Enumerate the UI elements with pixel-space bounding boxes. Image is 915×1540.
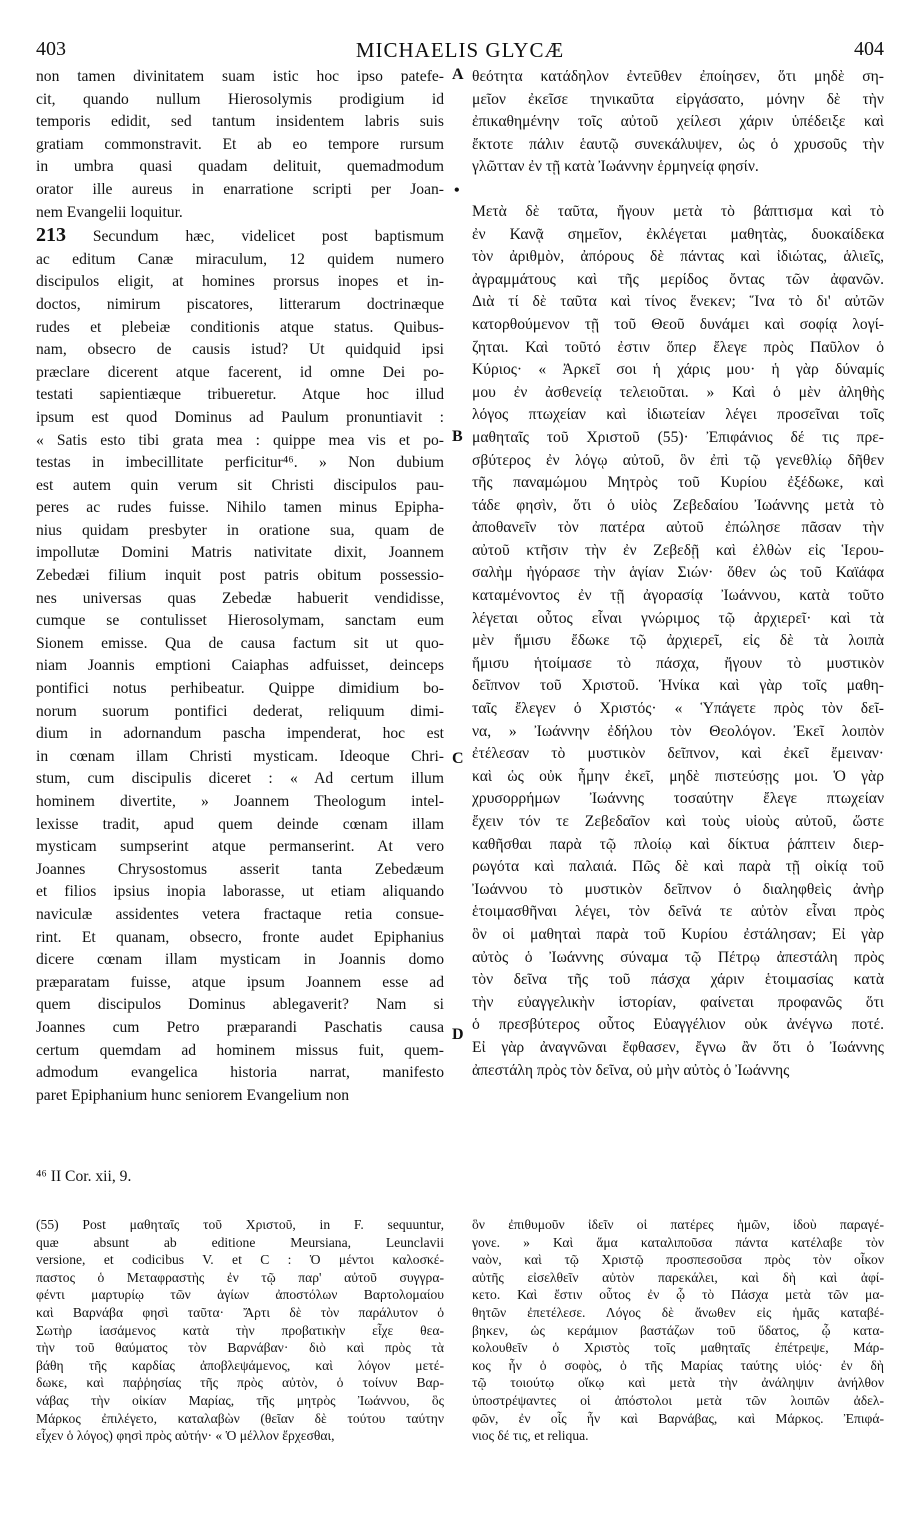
text-line: dium in adornandum pascha impenderat, hoc est <box>36 725 444 743</box>
text-line: in umbra quasi quadam delituit, quemadmodum <box>36 158 444 176</box>
note-line: ὃν ἐπιθυμοῦν ἰδεῖν οἱ πατέρες ἡμῶν, ἰδοὺ παραγέ- <box>472 1217 884 1232</box>
text-line: γλῶτταν ἐν τῇ κατὰ Ἰωάννην ἑρμηνείᾳ φησίν. <box>472 158 759 176</box>
text-line: ἐτέλεσαν τὸ μυστικὸν δεῖπνον, καὶ ἐκεῖ ἔμειναν· <box>472 745 884 763</box>
running-title: MICHAELIS GLYCÆ <box>355 38 565 62</box>
text-line: temporis edidit, sed tantum insidentem labris suis <box>36 113 444 131</box>
note-line: κετο. Καὶ ἔστιν οὗτος ἐν ᾧ τὸ Πάσχα μετὰ τῶν μα- <box>472 1287 884 1303</box>
margin-marker-c: C <box>452 750 464 767</box>
text-line: præparatam fuisse, atque ipsum Joannem esse ad <box>36 973 444 991</box>
note-line: παστος ὁ Μεταφραστὴς ἐν τῷ παρ' αὐτοῦ συγγρα- <box>36 1269 444 1285</box>
latin-para2-first-line <box>36 224 444 249</box>
text-line: Διὰ τί δὲ ταῦτα καὶ τίνος ἕνεκεν; Ἵνα τὸ δι' αὐτῶν <box>472 293 884 311</box>
text-line: ἀποθανεῖν τὸν πατέρα αὐτοῦ ἐπώλησε πᾶσαν τὴν <box>472 519 884 537</box>
note-line: βάθη τῆς καρδίας ἀποβλεψάμενος, καὶ λόγον μετέ- <box>36 1357 444 1373</box>
note-line: γονε. » Καὶ ἅμα καταλιποῦσα πάντα κατέλαβε τὸν <box>472 1234 884 1250</box>
margin-marker-b: B <box>452 428 463 445</box>
text-line: est autem quin verum sit Christi discipulos pau- <box>36 476 444 494</box>
text-line: να, » Ἰωάννην ἐδήλου τὸν Θεολόγον. Ἐκεῖ λοιπὸν <box>472 722 884 740</box>
greek-column <box>472 66 884 1082</box>
text-line: ρωγότα καὶ παλαιά. Πῶς δὲ καὶ παρὰ τῇ οἰκίᾳ τοῦ <box>472 858 884 876</box>
text-line: μαθηταῖς τοῦ Χριστοῦ (55)· Ἐπιφάνιος δέ τις πρε- <box>472 428 884 446</box>
text-line: μεῖον ἐκεῖσε τηνικαῦτα εἰργάσατο, μόνην δὲ τὴν <box>472 90 884 108</box>
text-line: μὲν ἥμισυ ἔδωκε τῷ ἀρχιερεῖ, εἰς δὲ τὰ λοιπὰ <box>472 632 884 650</box>
text-line: σβύτερος ἐν λόγῳ αὐτοῦ, ὃν ἐπὶ τῷ γενεθλίῳ δῆθεν <box>472 451 884 469</box>
margin-marker-star: • <box>454 182 460 199</box>
text-line: ὁ πρεσβύτερος οὗτος Εὐαγγέλιον οὐκ ἀνέγνω ποτέ. <box>472 1016 884 1034</box>
margin-marker-d: D <box>452 1026 464 1043</box>
text-line: λέγεται οὗτος εἶναι γνώριμος τῷ ἀρχιερεῖ· καὶ τὰ <box>472 609 884 627</box>
text-line: orator ille aureus in enarratione scripti per Joan- <box>36 180 444 198</box>
note-line: τῷ τοιούτῳ οἴκῳ καὶ μετὰ τὴν ἀνάληψιν ἀνήλθον <box>472 1375 884 1391</box>
note-line: τὴν τοῦ θαύματος τὸν Βαρνάβαν· διὸ καὶ πρὸς τὰ <box>36 1340 444 1356</box>
text-line: et filios ipsius inopia laborasse, ut etiam aliquando <box>36 883 444 901</box>
text-line: nam, obsecro de causis istud? Ut quidquid ipsi <box>36 341 444 359</box>
text-line: αὐτὸς ὁ Ἰωάννης σύναμα τῷ Πέτρῳ ἀπεστάλη πρὸς <box>472 948 884 966</box>
text-line: καταμένοντος ἐν τῇ ἀγορασίᾳ Ἰωάννου, κατὰ τοῦτο <box>472 587 884 605</box>
text-line: ἐν Κανᾷ σημεῖον, ἐκλέγεται μαθητὰς, δυοκαίδεκα <box>472 225 884 243</box>
note-line: βηκεν, ὡς κεράμιον βαστάζων τοῦ ὕδατος, ᾧ κατα- <box>472 1322 884 1338</box>
text-line: cumque se contulisset Hierosolymam, sanctam eum <box>36 612 444 630</box>
note-line: φῶν, ἐν οἷς ἦν καὶ Βαρνάβας, καὶ Μάρκος. Ἐπιφά- <box>472 1410 884 1426</box>
text-line: norum suorum pontifici dederat, reliquum dimi- <box>36 702 444 720</box>
text-line: ac editum Canæ miraculum, 12 quidem numero <box>36 250 444 268</box>
note-line: δωκε, καὶ παῤῥησίας τῆς πρὸς αὐτὸν, ὁ τοίνυν Βαρ- <box>36 1375 444 1391</box>
text-line: niam Joannis emptioni Caiaphas adfuisset, deinceps <box>36 657 444 675</box>
page-number-right: 404 <box>854 38 884 60</box>
text-line: cit, quando nullum Hierosolymis prodigium id <box>36 90 444 108</box>
text-line: Joannes Chrysostomus asserit tanta Zebedæum <box>36 860 444 878</box>
footnote-reference: ⁴⁶ II Cor. xii, 9. <box>36 1168 132 1185</box>
text-line: τὴν εὐαγγελικὴν ἱστορίαν, φαίνεται προφανῶς ὅτι <box>472 993 884 1011</box>
note-line: θητῶν ἐπετέλεσε. Λόγος δὲ ἄνωθεν εἰς ἡμᾶς καταβέ- <box>472 1304 884 1320</box>
text-line: χρυσορρήμων Ἰωάννης τοσαύτην ἔλεγε πτωχείαν <box>472 790 884 808</box>
text-line: καθῆσθαι παρὰ τῷ πλοίῳ καὶ δίκτυα ῥάπτειν διερ- <box>472 835 884 853</box>
text-line: ἥμισυ ἡτοίμασε τὸ πάσχα, ἤγουν τὸ μυστικὸν <box>472 654 884 672</box>
text-line: τὸν ἀριθμὸν, ἀπόρους δὲ πάντας καὶ ἰδιώτας, ἁλιεῖς, <box>472 248 884 266</box>
text-line: peres ac rudes fuisse. Nihilo tamen minus Epipha- <box>36 499 444 517</box>
text-line: quem discipulos Dominus ablegaverit? Nam si <box>36 996 444 1014</box>
greek-paragraph-2 <box>472 201 884 1082</box>
text-line: Joannes cum Petro præparandi Paschatis causa <box>36 1018 444 1036</box>
text-line: lexisse tradit, apud quem deinde cœnam illam <box>36 815 444 833</box>
page-header <box>36 38 884 64</box>
text-line: καὶ ὡς οὐκ ἦμην ἐκεῖ, μηδὲ πιστεύσῃς μοι. Ὁ γὰρ <box>472 767 884 785</box>
note-line: εἶχεν ὁ λόγος) φησὶ πρὸς αὐτήν· « Ὁ μέλλον ἔρχεσθαι, <box>36 1428 335 1444</box>
text-line: mysticam sumpserint atque permanserint. At vero <box>36 838 444 856</box>
text-line: nem Evangelii loquitur. <box>36 203 183 221</box>
text-line: Zebedæi filium inquit post patris obitum possessio- <box>36 567 444 585</box>
text-line: ἔκτοτε πάλιν ἑαυτῷ συνεκάλυψεν, ὡς ὁ χρυσοῦς τὴν <box>472 135 884 153</box>
margin-marker-a: A <box>452 66 464 83</box>
paragraph-gap <box>472 179 884 201</box>
text-line: stum, cum discipulis diceret : « Ad certum illum <box>36 770 444 788</box>
note-line: κος ἦν ὁ σοφὸς, ὁ τῆς Μαρίας ταύτης υἱός· ἐν δὴ <box>472 1357 884 1373</box>
text-line: pontifici notus perhibeatur. Quippe dimidium bo- <box>36 680 444 698</box>
text-line: hominem divertite, » Joannem Theologum intel- <box>36 793 444 810</box>
text-line: « Satis esto tibi grata mea : quippe mea vis et po- <box>36 431 444 449</box>
text-line: λόγος πτωχείαν καὶ ἰδιωτείαν λέγει προσεῖναι τοῖς <box>472 406 884 424</box>
text-line: in cœnam illam Christi mysticam. Ideoque Chri- <box>36 747 444 765</box>
note-line: Μάρκος ἐπιλέγετο, καταλαβὼν (θεῖαν δὲ τούτου ταύτην <box>36 1410 444 1426</box>
text-line: Κύριος· « Ἀρκεῖ σοι ἡ χάρις μου· ἡ γὰρ δύναμίς <box>472 361 884 379</box>
text-line: τὸν δεῖνα τῆς τοῦ πάσχα χάριν ἑτοιμασίας κατὰ <box>472 971 884 989</box>
note-line: κολουθεῖν ὁ Χριστὸς τοῖς μαθηταῖς ἐπέτρεψε, Μάρ- <box>472 1340 884 1356</box>
text-line: doctos, nimirum piscatores, litterarum doctrinæque <box>36 295 444 313</box>
note-line: ὑποστρέψαντες οἱ ἀπόστολοι μετὰ τῶν λοιπῶν ἀδελ- <box>472 1392 884 1408</box>
text-line: ἐπικαθημένην τοῖς αὐτοῦ χείλεσι χάριν ὑπέδειξε καὶ <box>472 113 884 131</box>
section-number: 213 <box>36 224 66 247</box>
note-line: αὐτῆς εἰσελθεῖν αὐτὸν παρεκάλει, καὶ δὴ καὶ ἀφί- <box>472 1269 884 1285</box>
text-line: admodum evangelica historia narrat, manifesto <box>36 1064 444 1082</box>
note-line: versione, et codicibus V. et C : Ὁ μέντοι καλοσκέ- <box>36 1252 444 1268</box>
notes-left-column <box>36 1216 444 1445</box>
text-line: ἀπεστάλη πρὸς τὸν δεῖνα, οὐ μὴν αὐτὸς ὁ Ἰωάννης <box>472 1061 790 1079</box>
text-line: testati sapientiæque tribueretur. Atque hoc illud <box>36 386 444 404</box>
text-line: præclare dicerent atque facerent, id omne Dei po- <box>36 363 444 381</box>
text-line: δεῖπνον τοῦ Χριστοῦ. Ἡνίκα καὶ γὰρ τοῖς μαθη- <box>472 677 884 695</box>
text-line: ipsum est quod Dominus ad Paulum pronuntiavit : <box>36 408 444 426</box>
text-line: ζηται. Καὶ τοῦτό ἐστιν ὅπερ ἔλεγε πρὸς Παῦλον ὁ <box>472 338 884 356</box>
text-line: gratiam commonstravit. Et ab eo tempore rursum <box>36 135 444 153</box>
note-line: (55) Post μαθηταῖς τοῦ Χριστοῦ, in F. sequuntur, <box>36 1217 444 1232</box>
text-line: ἀγραμμάτους καὶ τῆς μερίδος ὄντας τῶν ἀφανῶν. <box>472 270 884 288</box>
text-line: testas in imbecillitate perficitur⁴⁶. » Non dubium <box>36 454 444 472</box>
text-line: τῆς παναμώμου Μητρὸς τοῦ Κυρίου ἐξέδωκε, καὶ <box>472 474 884 492</box>
text-line: ἑτοιμασθῆναι λέγει, τὸν δεῖνά τε αὐτὸν εἶναι πρὸς <box>472 903 884 921</box>
text-line: naviculæ assidentes vetera fractaque retia consue- <box>36 905 444 923</box>
text-line: dicere cœnam illam mysticam in Joannis domo <box>36 951 444 969</box>
text-line: nes universas quas Zebedæ habuerit vendidisse, <box>36 589 444 607</box>
note-line: quæ absunt ab editione Meursiana, Leunclavii <box>36 1234 444 1250</box>
text-line: Ἰωάννου τὸ μυστικὸν δεῖπνον ὁ διαληφθεὶς ἀνὴρ <box>472 880 884 898</box>
text-line: κατορθούμενον τῇ τοῦ Θεοῦ δυνάμει καὶ σοφίᾳ λογί- <box>472 315 884 333</box>
page-number-left: 403 <box>36 38 66 60</box>
text-line: rint. Et quanam, obsecro, fronte audet Epiphanius <box>36 928 444 946</box>
text-line: τάδε φησὶν, ὅτι ὁ υἱὸς Ζεβεδαίου Ἰωάννης μετὰ τὸ <box>472 496 884 514</box>
text-line: paret Epiphanium hunc seniorem Evangelium non <box>36 1086 350 1104</box>
text-line: μου ἐν ἀσθενείᾳ τελειοῦται. » Καὶ ὁ μὲν ἀληθὴς <box>472 383 884 401</box>
text-line: θεότητα κατάδηλον ἐντεῦθεν ἐποίησεν, ὅτι μηδὲ ση- <box>472 68 884 85</box>
latin-column <box>36 66 444 1107</box>
latin-paragraph-1 <box>36 66 444 224</box>
text-line: Sionem emisse. Qua de causa factum sit ut quo- <box>36 634 444 652</box>
text-line: discipulos eligit, at homines prorsus inopes et in- <box>36 273 444 291</box>
latin-para2-lines <box>36 249 444 1108</box>
text-line: ταῖς ἔλεγεν ὁ Χριστός· « Ὑπάγετε πρὸς τὸν δεῖ- <box>472 700 884 718</box>
text-line: rudes et plebeiæ conditionis atque status. Quibus- <box>36 318 444 336</box>
text-line: σαλὴμ ἠγόρασε τὴν ἁγίαν Σιών· ὅθεν ὡς τοῦ Καϊάφα <box>472 564 884 582</box>
latin-paragraph-2 <box>36 224 444 1107</box>
text-line: nius quidam presbyter in oratione sua, quam de <box>36 521 444 539</box>
notes-right-column <box>472 1216 884 1445</box>
text-line: Μετὰ δὲ ταῦτα, ἤγουν μετὰ τὸ βάπτισμα καὶ τὸ <box>472 202 884 220</box>
text-line: ὃν οἱ μαθηταὶ παρὰ τοῦ Κυρίου ἐστάλησαν; Εἰ γὰρ <box>472 925 884 943</box>
note-line: ναὸν, καὶ τῷ Χριστῷ προσπεσοῦσα πρὸς τὸν οἶκον <box>472 1252 884 1268</box>
text-line: certum quemdam ad hominem missus fuit, quem- <box>36 1041 444 1059</box>
text-line: non tamen divinitatem suam istic hoc ipso patefe- <box>36 68 444 85</box>
note-line: νάβας τὴν οἰκίαν Μαρίας, τῆς μητρὸς Ἰωάννου, ὃς <box>36 1392 444 1408</box>
latin-para2-first-text: Secundum hæc, videlicet post baptismum <box>66 228 444 246</box>
text-line: impollutæ Domini Matris nativitate dixit, Joannem <box>36 544 444 562</box>
note-line: Σωτὴρ ἰασάμενος κατὰ τὴν προβατικὴν εἶχε θεα- <box>36 1322 444 1338</box>
text-line: αὐτοῦ κτῆσιν τὴν ἐν Ζεβεδῇ καὶ ἐλθὼν εἰς Ἱερου- <box>472 541 884 559</box>
greek-paragraph-1 <box>472 66 884 179</box>
note-line: φέντι μαρτυρίῳ τῶν ἁγίων ἀποστόλων Βαρτολομαίου <box>36 1287 444 1303</box>
note-line: νιος δέ τις, et reliqua. <box>472 1428 589 1444</box>
note-line: καὶ Βαρνάβα φησὶ ταῦτα· Ἄρτι δὲ τὸν παράλυτον ὁ <box>36 1304 444 1320</box>
text-line: ἔχειν τόν τε Ζεβεδαῖον καὶ τοὺς υἱοὺς αὐτοῦ, ὥστε <box>472 813 884 830</box>
text-line: Εἰ γὰρ ἀναγνῶναι ἔφθασεν, ἔγνω ἂν ὅτι ὁ Ἰωάννης <box>472 1038 884 1056</box>
